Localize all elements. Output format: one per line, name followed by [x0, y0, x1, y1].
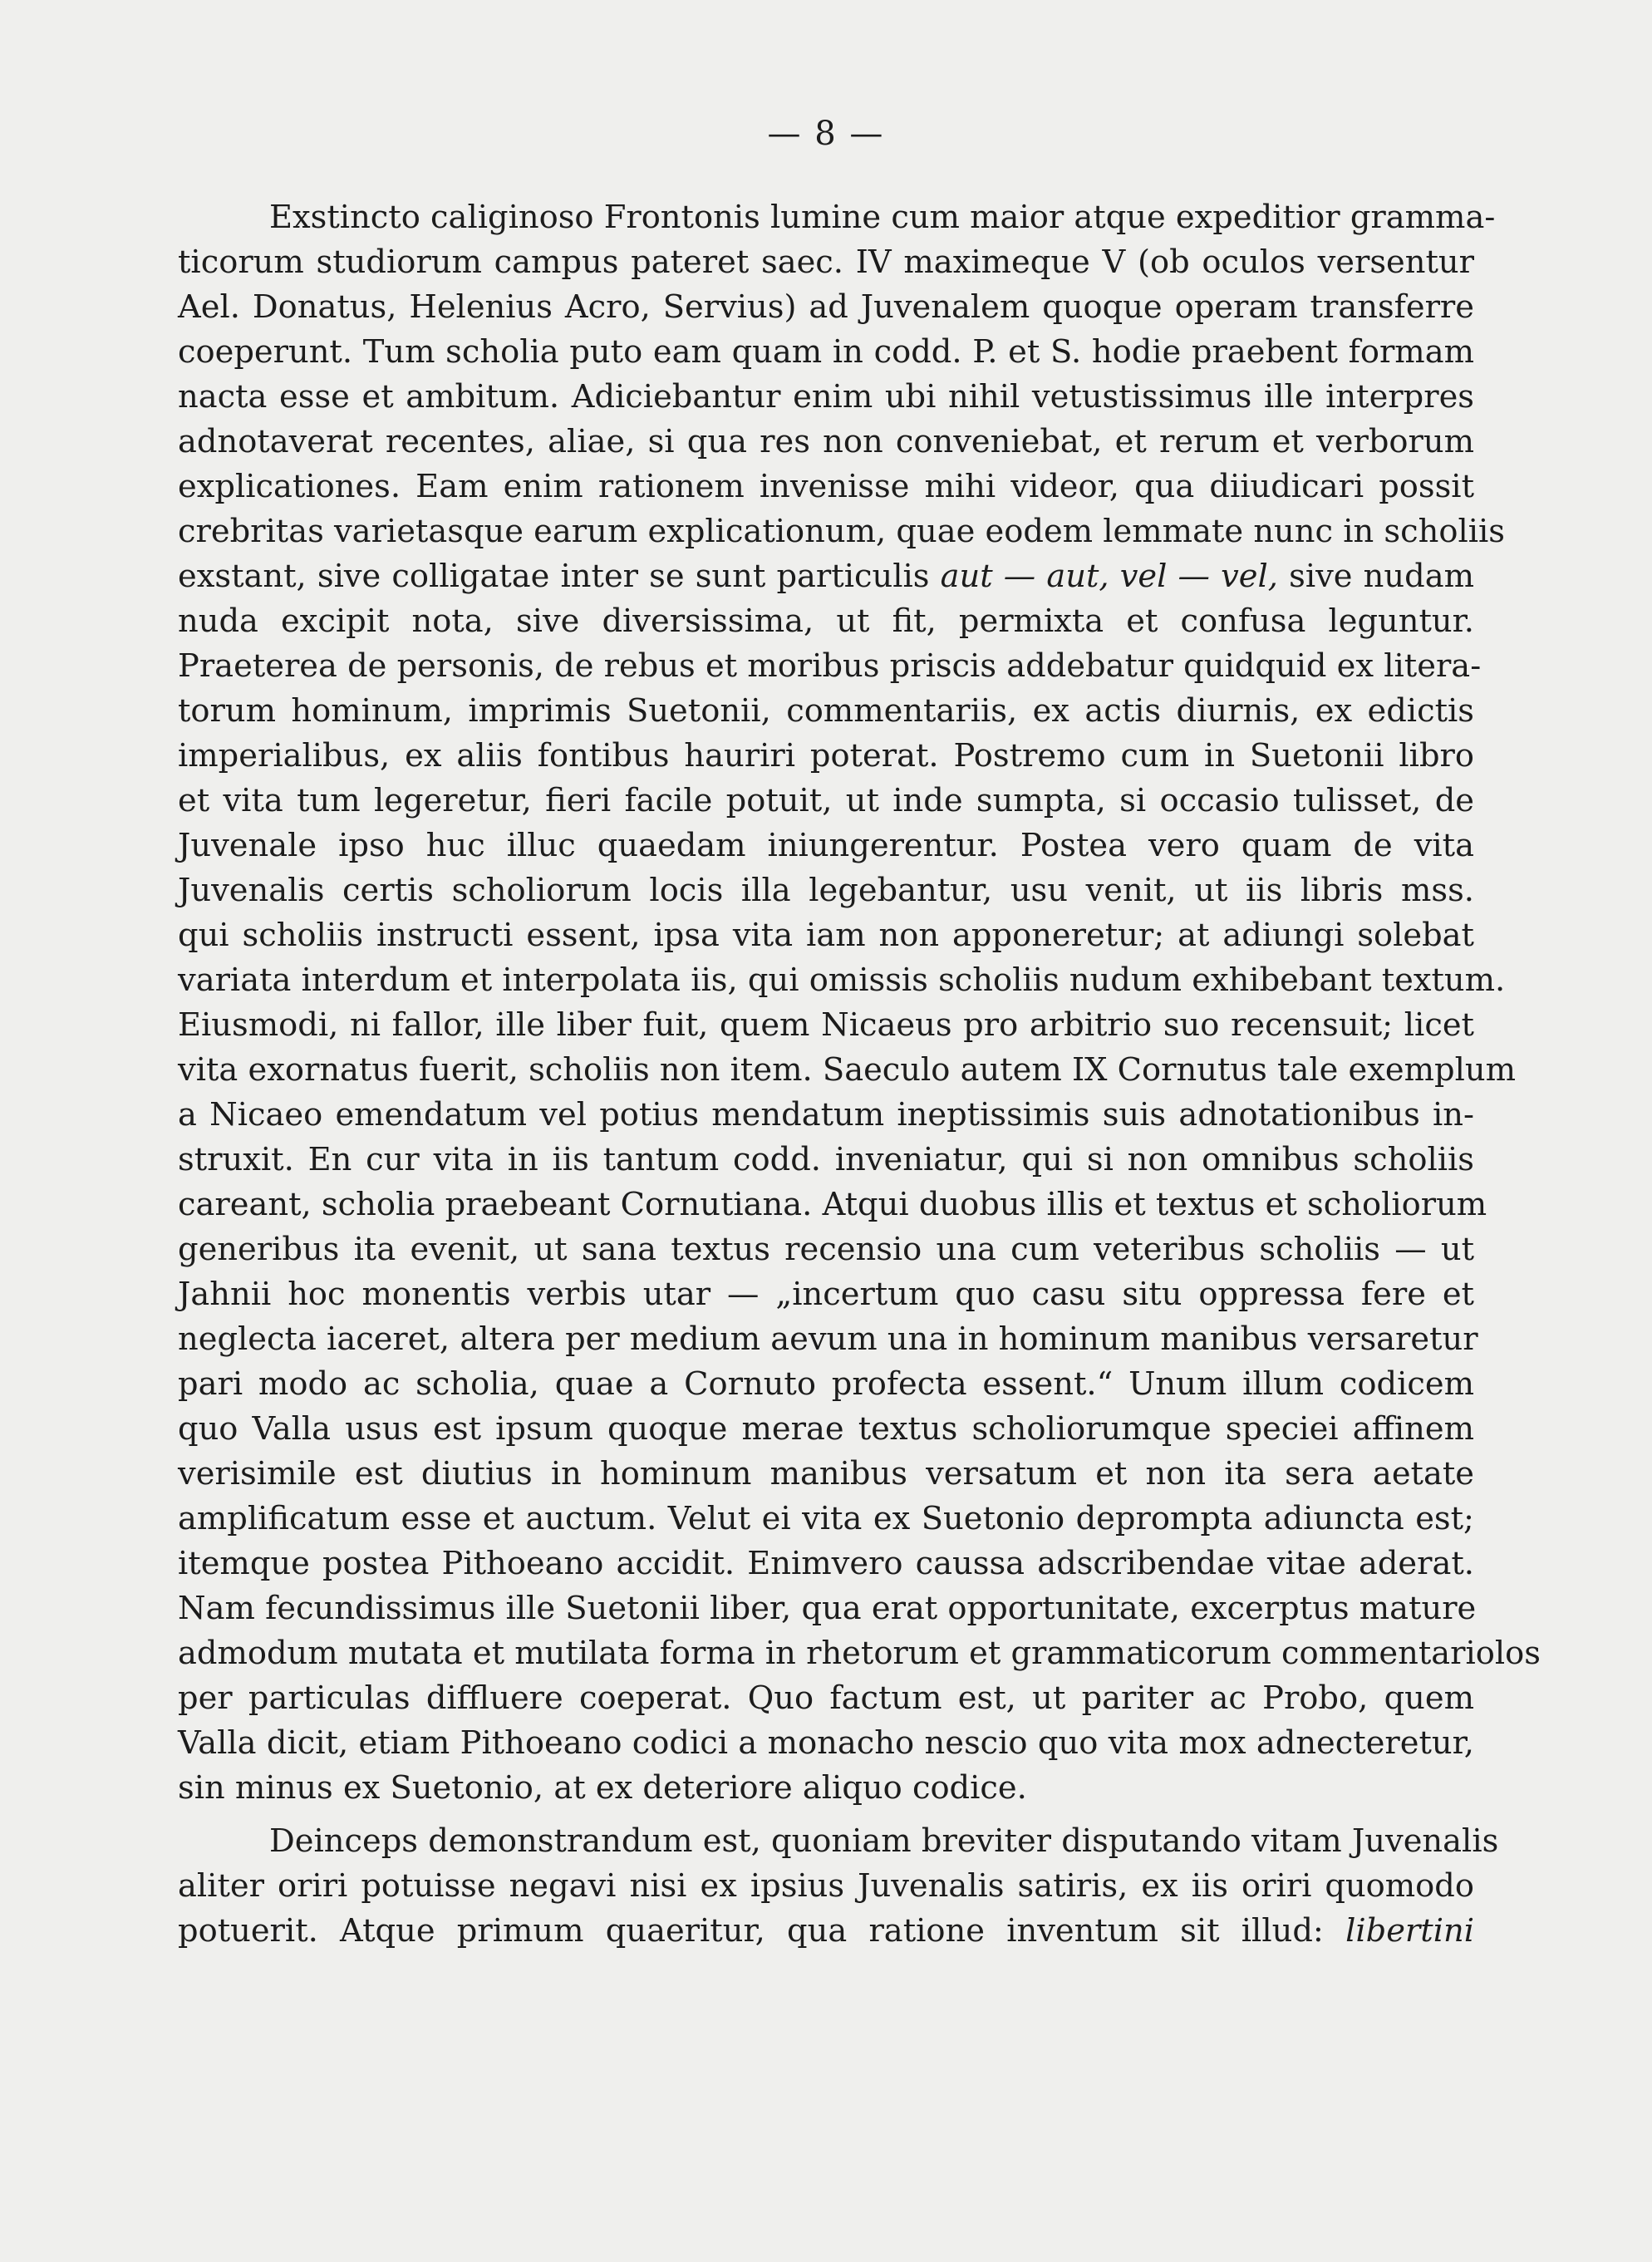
text-line: explicationes. Eam enim rationem invenisse mihi videor, qua diiudicari possit: [178, 468, 1474, 505]
text-segment: sive nudam: [1277, 558, 1474, 595]
text-line: nuda excipit nota, sive diversissima, ut fit, permixta et confusa leguntur.: [178, 602, 1474, 640]
text-line: struxit. En cur vita in iis tantum codd. inveniatur, qui si non omnibus scholiis: [178, 1141, 1474, 1178]
text-line: per particulas diffluere coeperat. Quo factum est, ut pariter ac Probo, quem: [178, 1679, 1474, 1717]
text-line: careant, scholia praebeant Cornutiana. Atqui duobus illis et textus et scholiorum: [178, 1186, 1487, 1223]
text-line: Ael. Donatus, Helenius Acro, Servius) ad Juvenalem quoque operam transferre: [178, 288, 1474, 326]
text-line: variata interdum et interpolata iis, qui omissis scholiis nudum exhibebant textum.: [178, 961, 1506, 999]
text-line: generibus ita evenit, ut sana textus recensio una cum veteribus scholiis — ut: [178, 1231, 1474, 1268]
text-line: sin minus ex Suetonio, at ex deteriore aliquo codice.: [178, 1769, 1027, 1807]
body-text: [178, 195, 1541, 1954]
text-segment: exstant, sive colligatae inter se sunt particulis: [178, 558, 941, 595]
text-line: crebritas varietasque earum explicationum, quae eodem lemmate nunc in scholiis: [178, 513, 1505, 550]
text-line: qui scholiis instructi essent, ipsa vita iam non apponeretur; at adiungi solebat: [178, 917, 1474, 954]
text-line: ticorum studiorum campus pateret saec. IV maximeque V (ob oculos versentur: [178, 243, 1474, 281]
text-line: Exstincto caliginoso Frontonis lumine cum maior atque expeditior gramma-: [269, 199, 1496, 236]
text-line: Jahnii hoc monentis verbis utar — „incertum quo casu situ oppressa fere et: [178, 1276, 1474, 1313]
text-line: Eiusmodi, ni fallor, ille liber fuit, quem Nicaeus pro arbitrio suo recensuit; licet: [178, 1006, 1474, 1044]
text-line: Praeterea de personis, de rebus et moribus priscis addebatur quidquid ex litera-: [178, 647, 1482, 685]
text-line: amplificatum esse et auctum. Velut ei vita ex Suetonio deprompta adiuncta est;: [178, 1500, 1474, 1537]
text-line: nacta esse et ambitum. Adiciebantur enim ubi nihil vetustissimus ille interpres: [178, 378, 1474, 416]
page-number: — 8 —: [767, 115, 885, 153]
text-line: vita exornatus fuerit, scholiis non item. Saeculo autem IX Cornutus tale exemplum: [178, 1051, 1517, 1089]
text-line: coeperunt. Tum scholia puto eam quam in codd. P. et S. hodie praebent formam: [178, 333, 1474, 371]
text-line: [178, 1909, 1474, 1954]
text-line: verisimile est diutius in hominum manibus versatum et non ita sera aetate: [178, 1455, 1474, 1492]
text-line: et vita tum legeretur, fieri facile potuit, ut inde sumpta, si occasio tulisset, de: [178, 782, 1474, 819]
text-line: aliter oriri potuisse negavi nisi ex ipsius Juvenalis satiris, ex iis oriri quomodo: [178, 1867, 1474, 1905]
text-line: [178, 554, 1474, 599]
text-line: admodum mutata et mutilata forma in rhetorum et grammaticorum commentariolos: [178, 1635, 1541, 1672]
text-segment: potuerit. Atque primum quaeritur, qua ratione inventum sit illud:: [178, 1912, 1346, 1950]
text-line: Valla dicit, etiam Pithoeano codici a monacho nescio quo vita mox adnecteretur,: [178, 1724, 1474, 1762]
text-line: neglecta iaceret, altera per medium aevum una in hominum manibus versaretur: [178, 1320, 1478, 1358]
text-line: quo Valla usus est ipsum quoque merae textus scholiorumque speciei affinem: [178, 1410, 1474, 1448]
text-line: torum hominum, imprimis Suetonii, commentariis, ex actis diurnis, ex edictis: [178, 692, 1474, 730]
text-line: a Nicaeo emendatum vel potius mendatum ineptissimis suis adnotationibus in-: [178, 1096, 1474, 1133]
text-line: Juvenale ipso huc illuc quaedam iniungerentur. Postea vero quam de vita: [178, 827, 1474, 864]
text-line: adnotaverat recentes, aliae, si qua res non conveniebat, et rerum et verborum: [178, 423, 1474, 460]
text-line: Juvenalis certis scholiorum locis illa legebantur, usu venit, ut iis libris mss.: [178, 872, 1474, 909]
italic-phrase: libertini: [1345, 1912, 1474, 1950]
text-line: itemque postea Pithoeano accidit. Enimvero caussa adscribendae vitae aderat.: [178, 1545, 1474, 1582]
text-line: pari modo ac scholia, quae a Cornuto profecta essent.“ Unum illum codicem: [178, 1365, 1474, 1403]
text-line: Nam fecundissimus ille Suetonii liber, qua erat opportunitate, excerptus mature: [178, 1590, 1477, 1627]
text-line: imperialibus, ex aliis fontibus hauriri poterat. Postremo cum in Suetonii libro: [178, 737, 1474, 774]
text-line: Deinceps demonstrandum est, quoniam breviter disputando vitam Juvenalis: [269, 1822, 1499, 1860]
italic-phrase: aut — aut, vel — vel,: [940, 558, 1278, 595]
